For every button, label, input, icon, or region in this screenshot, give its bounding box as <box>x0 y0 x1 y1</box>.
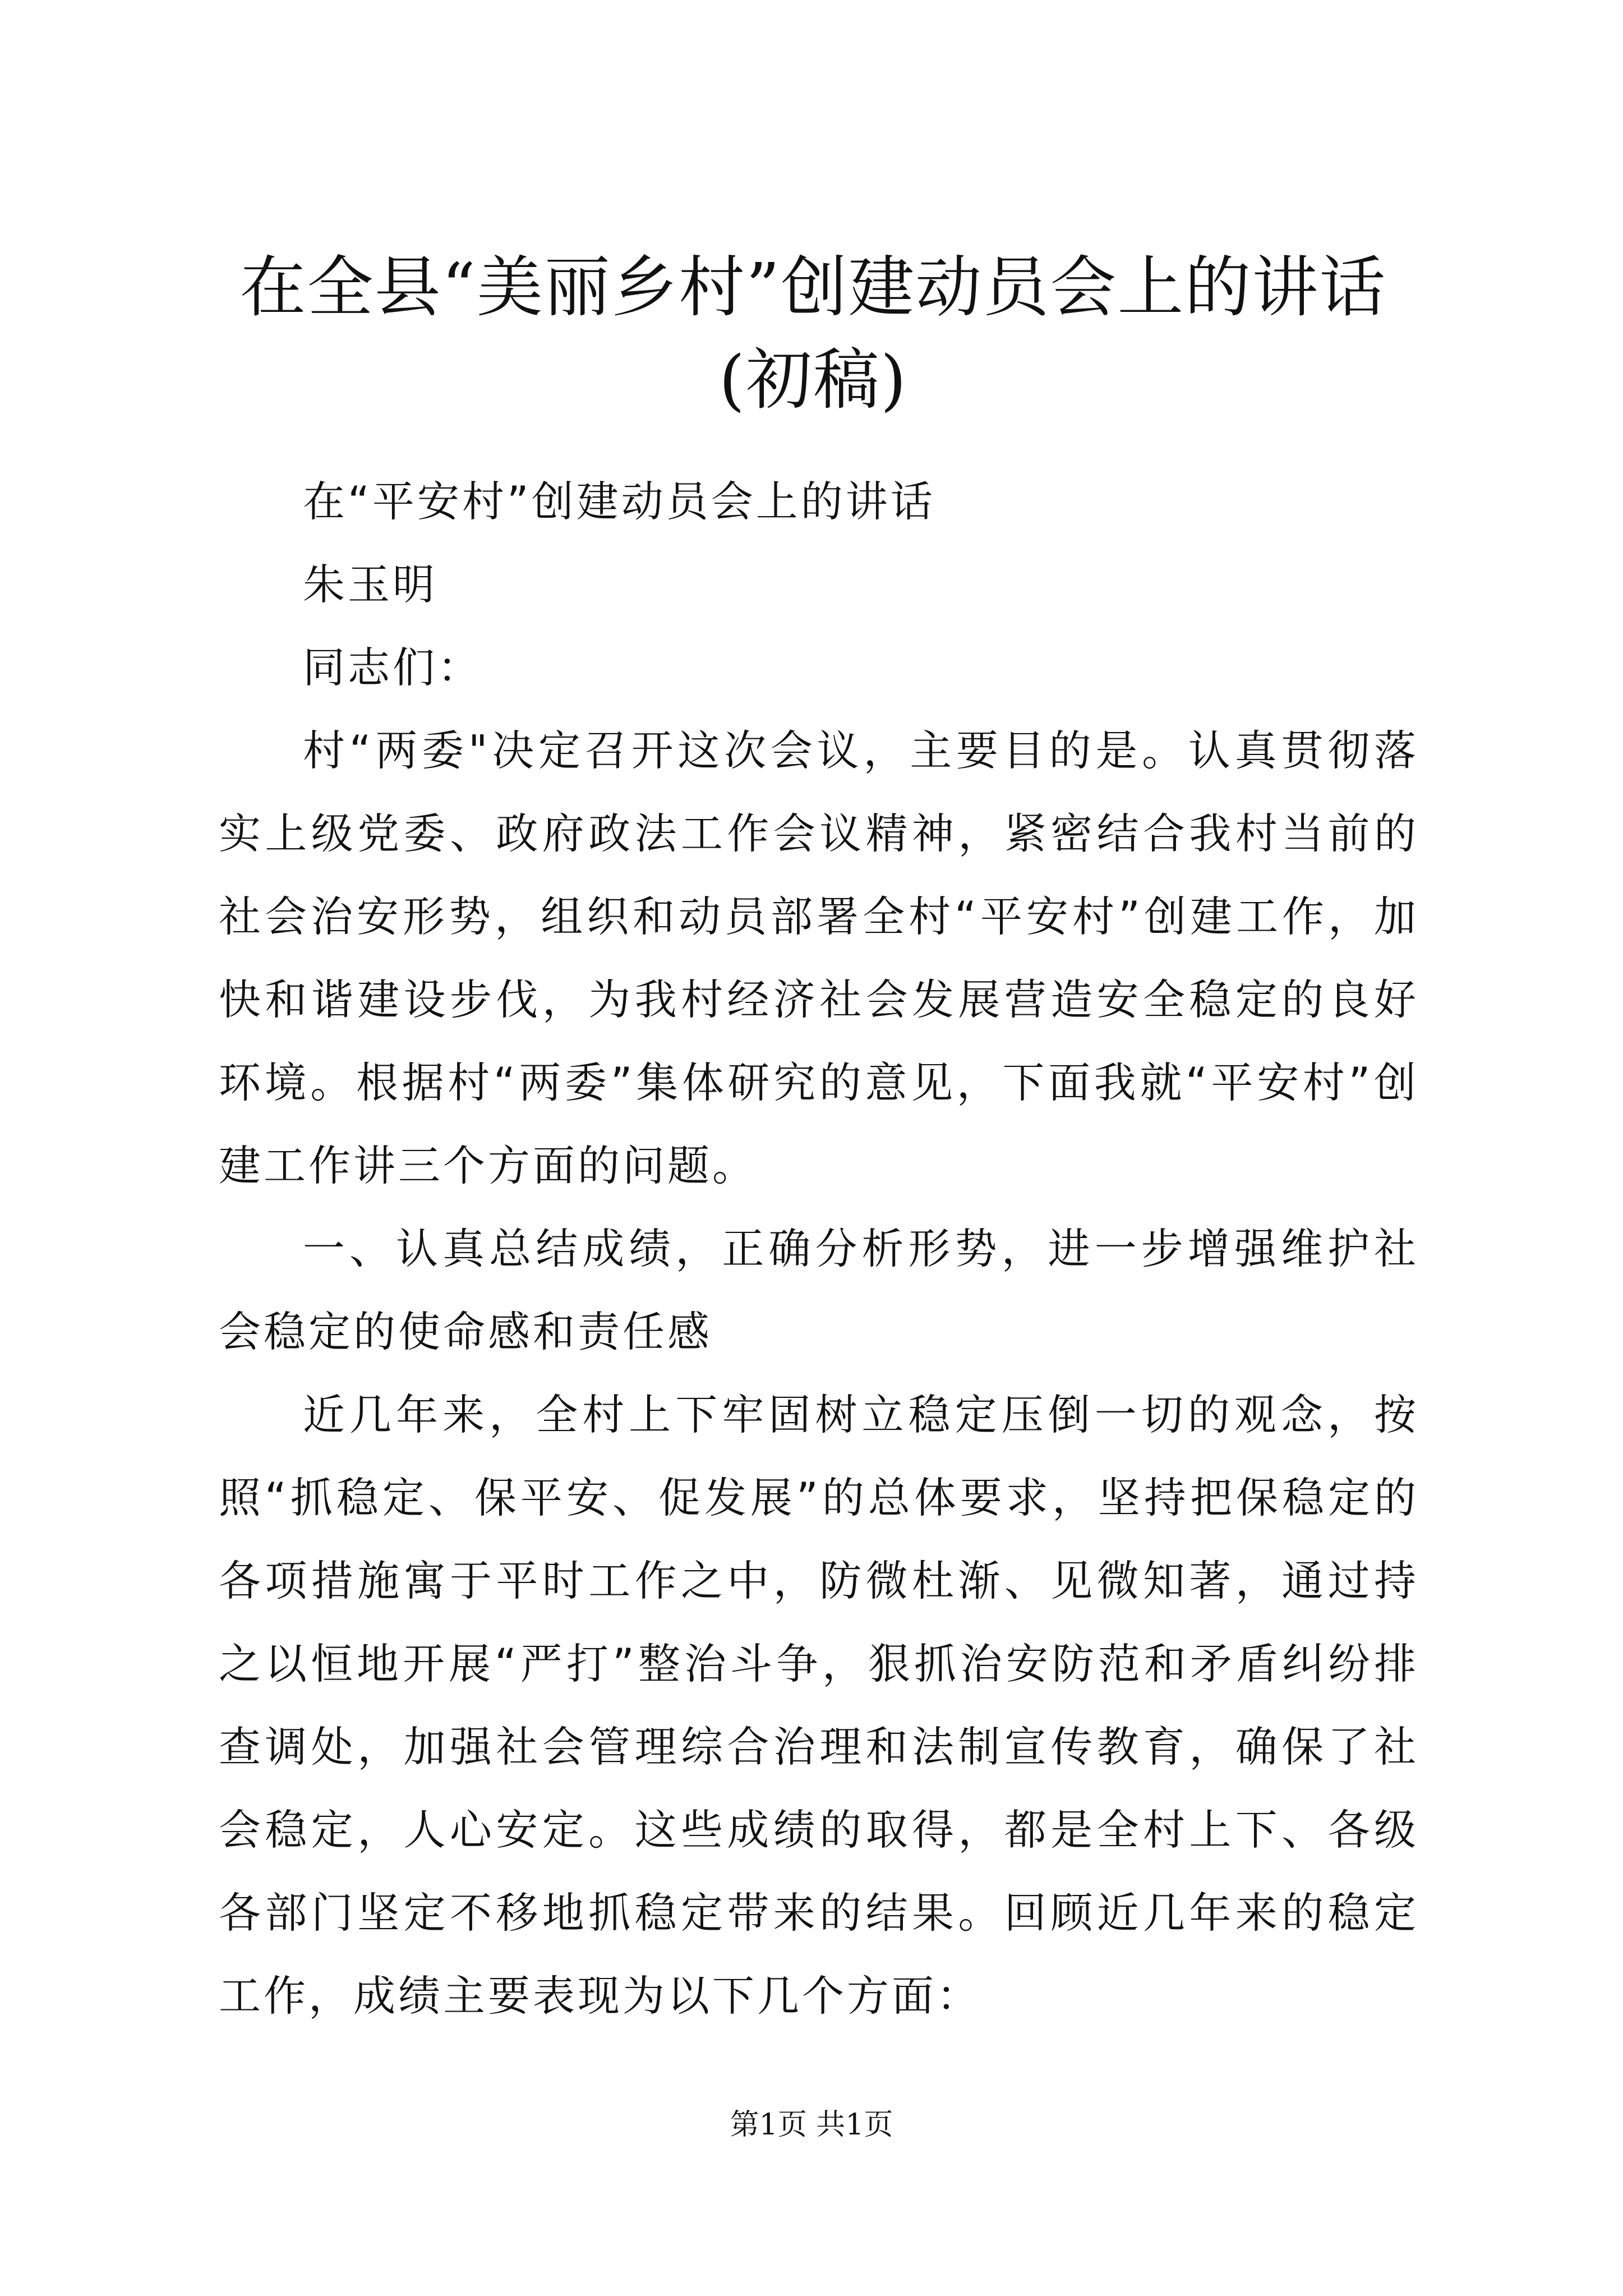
page-footer: 第1页 共1页 <box>730 2108 893 2142</box>
paragraph-achievements: 近几年来，全村上下牢固树立稳定压倒一切的观念，按照“抓稳定、保平安、促发展”的总体要求，坚持把保稳定的各项措施寓于平时工作之中，防微杜渐、见微知著，通过持之以恒地开展“严打”整治斗争，狠抓治安防范和矛盾纠纷排查调处，加强社会管理综合治理和法制宣传教育，确保了社会稳定，人心安定。这些成绩的取得，都是全村上下、各级各部门坚定不移地抓稳定带来的结果。回顾近几年来的稳定工作，成绩主要表现为以下几个方面： <box>219 1390 1419 2021</box>
document-title: 在全县“美丽乡村”创建动员会上的讲话(初稿) <box>239 249 1387 418</box>
document-body <box>219 460 1419 2037</box>
paragraph-author: 朱玉明 <box>303 560 438 609</box>
paragraph-subtitle: 在“平安村”创建动员会上的讲话 <box>303 477 935 526</box>
paragraph-intro: 村“两委"决定召开这次会议，主要目的是。认真贯彻落实上级党委、政府政法工作会议精神，紧密结合我村当前的社会治安形势，组织和动员部署全村“平安村”创建工作，加快和谐建设步伐，为我村经济社会发展营造安全稳定的良好环境。根据村“两委”集体研究的意见，下面我就“平安村”创建工作讲三个方面的问题。 <box>219 726 1419 1190</box>
paragraph-salutation: 同志们： <box>303 643 483 692</box>
paragraph-section-heading: 一、认真总结成绩，正确分析形势，进一步增强维护社会稳定的使命感和责任感 <box>219 1224 1419 1356</box>
